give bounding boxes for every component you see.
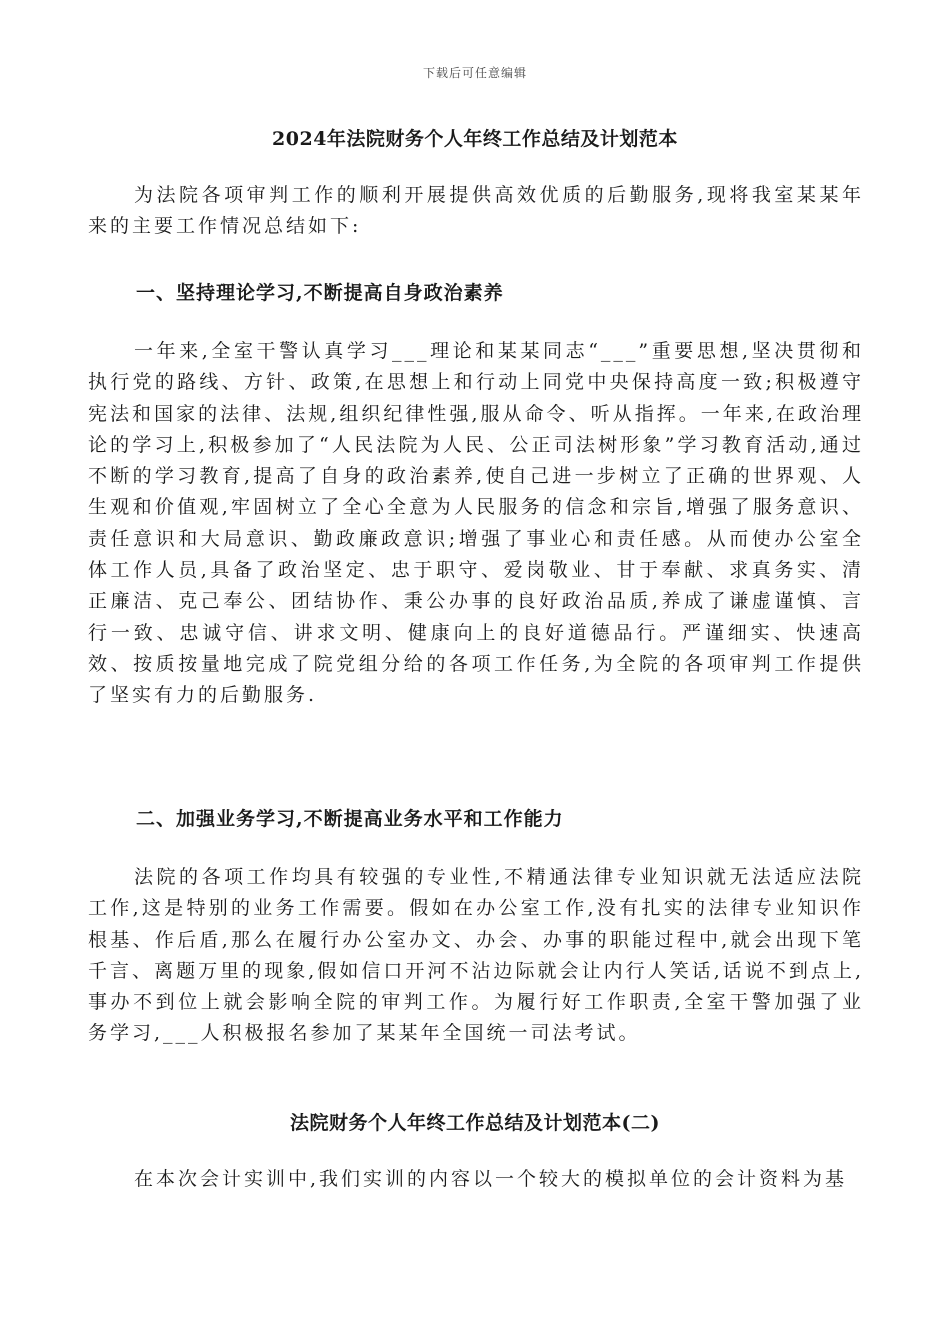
section-2-paragraph: 法院的各项工作均具有较强的专业性,不精通法律专业知识就无法适应法院工作,这是特别的业务工作需要。假如在办公室工作,没有扎实的法律专业知识作根基、作后盾,那么在履行办公室办文、办会、办事的职能过程中,就会出现下笔千言、离题万里的现象,假如信口开河不沾边际就会让内行人笑话,话说不到点上,事办不到位上就会影响全院的审判工作。为履行好工作职责,全室干警加强了业务学习,___人积极报名参加了某某年全国统一司法考试。 <box>88 866 864 1045</box>
document-title: 2024年法院财务个人年终工作总结及计划范本 <box>272 128 678 150</box>
section-1-heading: 一、坚持理论学习,不断提高自身政治素养 <box>136 282 504 304</box>
subdocument-paragraph: 在本次会计实训中,我们实训的内容以一个较大的模拟单位的会计资料为基 <box>134 1168 848 1190</box>
section-1-paragraph: 一年来,全室干警认真学习___理论和某某同志“___”重要思想,坚决贯彻和执行党的路线、方针、政策,在思想上和行动上同党中央保持高度一致;积极遵守宪法和国家的法律、法规,组织纪律性强,服从命令、听从指挥。一年来,在政治理论的学习上,积极参加了“人民法院为人民、公正司法树形象”学习教育活动,通过不断的学习教育,提高了自身的政治素养,使自己进一步树立了正确的世界观、人生观和价值观,牢固树立了全心全意为人民服务的信念和宗旨,增强了服务意识、责任意识和大局意识、勤政廉政意识;增强了事业心和责任感。从而使办公室全体工作人员,具备了政治坚定、忠于职守、爱岗敬业、甘于奉献、求真务实、清正廉洁、克己奉公、团结协作、秉公办事的良好政治品质,养成了谦虚谨慎、言行一致、忠诚守信、讲求文明、健康向上的良好道德品行。严谨细实、快速高效、按质按量地完成了院党组分给的各项工作任务,为全院的各项审判工作提供了坚实有力的后勤服务. <box>88 340 864 707</box>
subdocument-title: 法院财务个人年终工作总结及计划范本(二) <box>290 1112 660 1134</box>
section-2-heading: 二、加强业务学习,不断提高业务水平和工作能力 <box>136 808 564 830</box>
intro-paragraph: 为法院各项审判工作的顺利开展提供高效优质的后勤服务,现将我室某某年来的主要工作情况总结如下: <box>88 184 864 238</box>
header-note: 下载后可任意编辑 <box>422 66 527 80</box>
